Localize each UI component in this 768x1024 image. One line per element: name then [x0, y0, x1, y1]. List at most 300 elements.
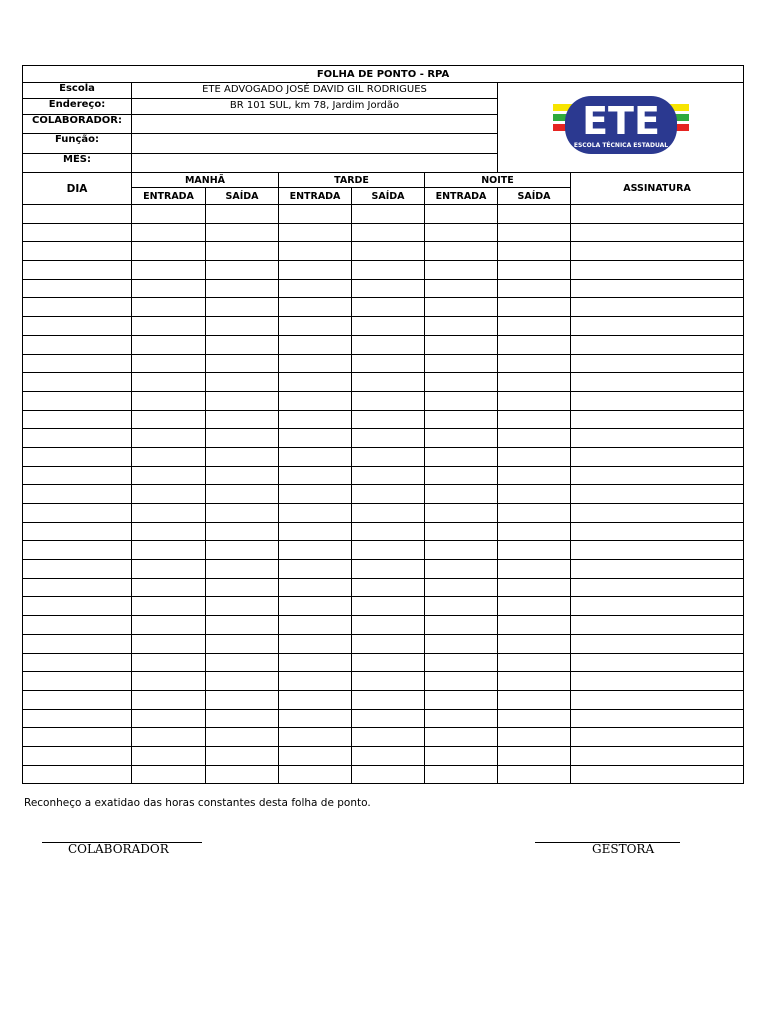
cell-assinatura[interactable]	[571, 429, 744, 448]
col-noite-saida: SAÍDA	[498, 188, 571, 205]
cell-tarde-saida[interactable]	[352, 335, 425, 354]
cell-noite-entrada[interactable]	[425, 672, 498, 691]
cell-manha-entrada[interactable]	[132, 447, 206, 466]
cell-tarde-saida[interactable]	[352, 447, 425, 466]
cell-manha-entrada[interactable]	[132, 672, 206, 691]
cell-noite-saida[interactable]	[498, 205, 571, 224]
cell-manha-entrada[interactable]	[132, 242, 206, 261]
cell-noite-saida[interactable]	[498, 709, 571, 728]
cell-manha-saida[interactable]	[206, 597, 279, 616]
cell-noite-saida[interactable]	[498, 746, 571, 765]
cell-tarde-entrada[interactable]	[279, 597, 352, 616]
col-assinatura: ASSINATURA	[571, 173, 744, 205]
statement-text: Reconheço a exatidao das horas constantes desta folha de ponto.	[24, 797, 371, 809]
cell-tarde-saida[interactable]	[352, 485, 425, 504]
table-row	[23, 242, 744, 261]
cell-manha-saida[interactable]	[206, 709, 279, 728]
table-row	[23, 709, 744, 728]
label-endereco: Endereço:	[23, 99, 132, 115]
timesheet-table	[22, 65, 744, 784]
cell-tarde-entrada[interactable]	[279, 391, 352, 410]
cell-assinatura[interactable]	[571, 410, 744, 429]
cell-noite-saida[interactable]	[498, 447, 571, 466]
cell-dia[interactable]	[23, 504, 132, 523]
cell-manha-entrada[interactable]	[132, 616, 206, 635]
cell-manha-saida[interactable]	[206, 578, 279, 597]
cell-dia[interactable]	[23, 653, 132, 672]
cell-manha-entrada[interactable]	[132, 373, 206, 392]
day-rows	[23, 205, 744, 784]
table-row	[23, 391, 744, 410]
cell-assinatura[interactable]	[571, 373, 744, 392]
cell-assinatura[interactable]	[571, 391, 744, 410]
cell-manha-entrada[interactable]	[132, 223, 206, 242]
cell-manha-entrada[interactable]	[132, 653, 206, 672]
table-row	[23, 597, 744, 616]
cell-noite-saida[interactable]	[498, 653, 571, 672]
cell-tarde-saida[interactable]	[352, 429, 425, 448]
cell-manha-saida[interactable]	[206, 429, 279, 448]
cell-assinatura[interactable]	[571, 317, 744, 336]
cell-noite-entrada[interactable]	[425, 242, 498, 261]
cell-manha-entrada[interactable]	[132, 522, 206, 541]
cell-dia[interactable]	[23, 373, 132, 392]
cell-noite-entrada[interactable]	[425, 765, 498, 784]
cell-manha-saida[interactable]	[206, 746, 279, 765]
cell-manha-saida[interactable]	[206, 653, 279, 672]
cell-manha-saida[interactable]	[206, 279, 279, 298]
cell-manha-saida[interactable]	[206, 205, 279, 224]
table-row	[23, 410, 744, 429]
cell-manha-entrada[interactable]	[132, 597, 206, 616]
cell-tarde-saida[interactable]	[352, 354, 425, 373]
cell-tarde-entrada[interactable]	[279, 447, 352, 466]
col-tarde: TARDE	[279, 173, 425, 188]
cell-tarde-entrada[interactable]	[279, 746, 352, 765]
cell-noite-entrada[interactable]	[425, 653, 498, 672]
table-row	[23, 653, 744, 672]
logo-subtitle: ESCOLA TÉCNICA ESTADUAL	[573, 142, 668, 149]
cell-noite-saida[interactable]	[498, 373, 571, 392]
cell-manha-entrada[interactable]	[132, 317, 206, 336]
cell-assinatura[interactable]	[571, 560, 744, 579]
cell-noite-entrada[interactable]	[425, 410, 498, 429]
table-row	[23, 690, 744, 709]
cell-dia[interactable]	[23, 410, 132, 429]
cell-noite-saida[interactable]	[498, 728, 571, 747]
cell-tarde-entrada[interactable]	[279, 690, 352, 709]
table-row	[23, 205, 744, 224]
cell-dia[interactable]	[23, 205, 132, 224]
cell-tarde-saida[interactable]	[352, 504, 425, 523]
cell-dia[interactable]	[23, 578, 132, 597]
cell-tarde-saida[interactable]	[352, 578, 425, 597]
cell-dia[interactable]	[23, 746, 132, 765]
cell-noite-entrada[interactable]	[425, 298, 498, 317]
col-noite: NOITE	[425, 173, 571, 188]
cell-tarde-saida[interactable]	[352, 653, 425, 672]
cell-dia[interactable]	[23, 223, 132, 242]
cell-noite-entrada[interactable]	[425, 261, 498, 280]
col-noite-entrada: ENTRADA	[425, 188, 498, 205]
cell-manha-entrada[interactable]	[132, 485, 206, 504]
cell-assinatura[interactable]	[571, 653, 744, 672]
cell-tarde-entrada[interactable]	[279, 616, 352, 635]
cell-assinatura[interactable]	[571, 597, 744, 616]
cell-tarde-entrada[interactable]	[279, 466, 352, 485]
cell-manha-saida[interactable]	[206, 223, 279, 242]
cell-noite-saida[interactable]	[498, 354, 571, 373]
cell-tarde-entrada[interactable]	[279, 653, 352, 672]
cell-dia[interactable]	[23, 429, 132, 448]
cell-manha-entrada[interactable]	[132, 709, 206, 728]
cell-manha-saida[interactable]	[206, 242, 279, 261]
table-row	[23, 578, 744, 597]
cell-assinatura[interactable]	[571, 335, 744, 354]
cell-dia[interactable]	[23, 335, 132, 354]
cell-manha-saida[interactable]	[206, 391, 279, 410]
cell-manha-saida[interactable]	[206, 504, 279, 523]
cell-dia[interactable]	[23, 466, 132, 485]
cell-noite-entrada[interactable]	[425, 560, 498, 579]
school-logo	[498, 83, 744, 173]
cell-dia[interactable]	[23, 597, 132, 616]
cell-noite-saida[interactable]	[498, 317, 571, 336]
cell-assinatura[interactable]	[571, 728, 744, 747]
cell-noite-entrada[interactable]	[425, 728, 498, 747]
cell-tarde-entrada[interactable]	[279, 335, 352, 354]
cell-assinatura[interactable]	[571, 205, 744, 224]
cell-noite-saida[interactable]	[498, 578, 571, 597]
cell-manha-saida[interactable]	[206, 410, 279, 429]
value-escola[interactable]: ETE ADVOGADO JOSÉ DAVID GIL RODRIGUES	[132, 83, 498, 99]
cell-noite-saida[interactable]	[498, 242, 571, 261]
cell-manha-saida[interactable]	[206, 616, 279, 635]
cell-noite-entrada[interactable]	[425, 746, 498, 765]
cell-manha-entrada[interactable]	[132, 205, 206, 224]
value-mes[interactable]	[132, 154, 498, 173]
cell-dia[interactable]	[23, 709, 132, 728]
cell-noite-entrada[interactable]	[425, 690, 498, 709]
cell-tarde-saida[interactable]	[352, 205, 425, 224]
cell-tarde-entrada[interactable]	[279, 261, 352, 280]
cell-noite-saida[interactable]	[498, 672, 571, 691]
cell-dia[interactable]	[23, 541, 132, 560]
cell-tarde-saida[interactable]	[352, 560, 425, 579]
cell-noite-saida[interactable]	[498, 485, 571, 504]
cell-manha-entrada[interactable]	[132, 261, 206, 280]
cell-noite-saida[interactable]	[498, 261, 571, 280]
cell-manha-entrada[interactable]	[132, 466, 206, 485]
cell-manha-entrada[interactable]	[132, 410, 206, 429]
cell-tarde-saida[interactable]	[352, 690, 425, 709]
cell-assinatura[interactable]	[571, 485, 744, 504]
cell-manha-entrada[interactable]	[132, 298, 206, 317]
cell-noite-entrada[interactable]	[425, 205, 498, 224]
cell-tarde-entrada[interactable]	[279, 765, 352, 784]
cell-dia[interactable]	[23, 560, 132, 579]
cell-tarde-saida[interactable]	[352, 279, 425, 298]
cell-assinatura[interactable]	[571, 447, 744, 466]
cell-noite-entrada[interactable]	[425, 335, 498, 354]
cell-tarde-entrada[interactable]	[279, 317, 352, 336]
cell-noite-entrada[interactable]	[425, 709, 498, 728]
cell-manha-entrada[interactable]	[132, 634, 206, 653]
cell-tarde-entrada[interactable]	[279, 223, 352, 242]
cell-assinatura[interactable]	[571, 746, 744, 765]
cell-noite-saida[interactable]	[498, 223, 571, 242]
cell-tarde-saida[interactable]	[352, 597, 425, 616]
cell-dia[interactable]	[23, 317, 132, 336]
cell-tarde-saida[interactable]	[352, 541, 425, 560]
cell-noite-entrada[interactable]	[425, 317, 498, 336]
cell-noite-saida[interactable]	[498, 541, 571, 560]
cell-manha-entrada[interactable]	[132, 429, 206, 448]
cell-noite-saida[interactable]	[498, 466, 571, 485]
cell-assinatura[interactable]	[571, 354, 744, 373]
cell-dia[interactable]	[23, 447, 132, 466]
table-row	[23, 466, 744, 485]
cell-manha-entrada[interactable]	[132, 560, 206, 579]
table-row	[23, 373, 744, 392]
cell-noite-entrada[interactable]	[425, 504, 498, 523]
cell-manha-saida[interactable]	[206, 317, 279, 336]
cell-manha-saida[interactable]	[206, 485, 279, 504]
cell-assinatura[interactable]	[571, 541, 744, 560]
cell-manha-entrada[interactable]	[132, 746, 206, 765]
cell-noite-entrada[interactable]	[425, 447, 498, 466]
cell-assinatura[interactable]	[571, 765, 744, 784]
cell-assinatura[interactable]	[571, 672, 744, 691]
cell-noite-saida[interactable]	[498, 616, 571, 635]
logo-text: ETE	[581, 99, 660, 143]
cell-noite-entrada[interactable]	[425, 223, 498, 242]
cell-dia[interactable]	[23, 728, 132, 747]
table-row	[23, 522, 744, 541]
table-row	[23, 317, 744, 336]
value-colaborador[interactable]	[132, 115, 498, 134]
cell-assinatura[interactable]	[571, 223, 744, 242]
cell-manha-saida[interactable]	[206, 728, 279, 747]
cell-manha-entrada[interactable]	[132, 578, 206, 597]
cell-tarde-entrada[interactable]	[279, 541, 352, 560]
cell-manha-saida[interactable]	[206, 690, 279, 709]
table-row	[23, 672, 744, 691]
table-row	[23, 634, 744, 653]
cell-assinatura[interactable]	[571, 578, 744, 597]
cell-dia[interactable]	[23, 354, 132, 373]
cell-noite-entrada[interactable]	[425, 354, 498, 373]
cell-tarde-saida[interactable]	[352, 391, 425, 410]
cell-tarde-saida[interactable]	[352, 261, 425, 280]
cell-tarde-entrada[interactable]	[279, 298, 352, 317]
cell-dia[interactable]	[23, 690, 132, 709]
cell-noite-saida[interactable]	[498, 279, 571, 298]
cell-noite-entrada[interactable]	[425, 466, 498, 485]
cell-assinatura[interactable]	[571, 709, 744, 728]
table-row	[23, 223, 744, 242]
cell-manha-saida[interactable]	[206, 522, 279, 541]
table-row	[23, 298, 744, 317]
cell-noite-entrada[interactable]	[425, 485, 498, 504]
cell-noite-entrada[interactable]	[425, 522, 498, 541]
cell-manha-saida[interactable]	[206, 466, 279, 485]
cell-assinatura[interactable]	[571, 242, 744, 261]
label-colaborador: COLABORADOR:	[23, 115, 132, 134]
cell-assinatura[interactable]	[571, 298, 744, 317]
cell-manha-entrada[interactable]	[132, 690, 206, 709]
cell-noite-entrada[interactable]	[425, 597, 498, 616]
table-row	[23, 541, 744, 560]
cell-dia[interactable]	[23, 522, 132, 541]
cell-tarde-saida[interactable]	[352, 709, 425, 728]
signature-label-colaborador: COLABORADOR	[68, 842, 169, 856]
cell-dia[interactable]	[23, 765, 132, 784]
cell-noite-saida[interactable]	[498, 298, 571, 317]
cell-dia[interactable]	[23, 279, 132, 298]
cell-noite-entrada[interactable]	[425, 279, 498, 298]
cell-tarde-entrada[interactable]	[279, 373, 352, 392]
cell-manha-saida[interactable]	[206, 298, 279, 317]
cell-tarde-entrada[interactable]	[279, 485, 352, 504]
cell-noite-saida[interactable]	[498, 335, 571, 354]
cell-noite-saida[interactable]	[498, 504, 571, 523]
cell-manha-saida[interactable]	[206, 560, 279, 579]
cell-noite-entrada[interactable]	[425, 541, 498, 560]
cell-manha-saida[interactable]	[206, 541, 279, 560]
cell-noite-entrada[interactable]	[425, 373, 498, 392]
cell-manha-saida[interactable]	[206, 335, 279, 354]
cell-dia[interactable]	[23, 672, 132, 691]
cell-manha-entrada[interactable]	[132, 728, 206, 747]
cell-tarde-saida[interactable]	[352, 616, 425, 635]
signature-label-gestora: GESTORA	[592, 842, 655, 856]
cell-tarde-entrada[interactable]	[279, 560, 352, 579]
cell-manha-saida[interactable]	[206, 447, 279, 466]
cell-manha-entrada[interactable]	[132, 541, 206, 560]
cell-tarde-saida[interactable]	[352, 373, 425, 392]
table-row	[23, 335, 744, 354]
table-row	[23, 429, 744, 448]
cell-tarde-saida[interactable]	[352, 746, 425, 765]
cell-noite-saida[interactable]	[498, 634, 571, 653]
cell-tarde-saida[interactable]	[352, 522, 425, 541]
cell-noite-entrada[interactable]	[425, 634, 498, 653]
cell-manha-entrada[interactable]	[132, 335, 206, 354]
cell-manha-entrada[interactable]	[132, 765, 206, 784]
table-row	[23, 261, 744, 280]
cell-tarde-entrada[interactable]	[279, 672, 352, 691]
cell-tarde-saida[interactable]	[352, 242, 425, 261]
cell-noite-entrada[interactable]	[425, 578, 498, 597]
cell-tarde-entrada[interactable]	[279, 429, 352, 448]
col-manha-saida: SAÍDA	[206, 188, 279, 205]
cell-tarde-entrada[interactable]	[279, 205, 352, 224]
cell-noite-entrada[interactable]	[425, 391, 498, 410]
ete-logo-icon	[551, 94, 691, 158]
cell-manha-saida[interactable]	[206, 261, 279, 280]
cell-assinatura[interactable]	[571, 522, 744, 541]
cell-manha-entrada[interactable]	[132, 354, 206, 373]
cell-assinatura[interactable]	[571, 466, 744, 485]
cell-tarde-entrada[interactable]	[279, 634, 352, 653]
cell-assinatura[interactable]	[571, 616, 744, 635]
cell-assinatura[interactable]	[571, 279, 744, 298]
cell-manha-saida[interactable]	[206, 765, 279, 784]
cell-dia[interactable]	[23, 616, 132, 635]
cell-dia[interactable]	[23, 242, 132, 261]
cell-dia[interactable]	[23, 261, 132, 280]
cell-noite-saida[interactable]	[498, 410, 571, 429]
cell-noite-saida[interactable]	[498, 597, 571, 616]
cell-tarde-saida[interactable]	[352, 672, 425, 691]
cell-tarde-entrada[interactable]	[279, 410, 352, 429]
cell-manha-saida[interactable]	[206, 354, 279, 373]
cell-dia[interactable]	[23, 634, 132, 653]
cell-dia[interactable]	[23, 298, 132, 317]
cell-manha-saida[interactable]	[206, 672, 279, 691]
cell-manha-saida[interactable]	[206, 373, 279, 392]
col-dia: DIA	[23, 173, 132, 205]
cell-tarde-entrada[interactable]	[279, 728, 352, 747]
cell-assinatura[interactable]	[571, 261, 744, 280]
cell-noite-saida[interactable]	[498, 765, 571, 784]
table-row	[23, 485, 744, 504]
cell-tarde-entrada[interactable]	[279, 522, 352, 541]
cell-noite-entrada[interactable]	[425, 616, 498, 635]
value-funcao[interactable]	[132, 134, 498, 154]
cell-dia[interactable]	[23, 485, 132, 504]
col-tarde-entrada: ENTRADA	[279, 188, 352, 205]
cell-tarde-saida[interactable]	[352, 223, 425, 242]
cell-noite-saida[interactable]	[498, 522, 571, 541]
cell-assinatura[interactable]	[571, 634, 744, 653]
cell-dia[interactable]	[23, 391, 132, 410]
cell-manha-entrada[interactable]	[132, 391, 206, 410]
cell-tarde-entrada[interactable]	[279, 242, 352, 261]
cell-manha-entrada[interactable]	[132, 279, 206, 298]
cell-noite-entrada[interactable]	[425, 429, 498, 448]
table-row	[23, 447, 744, 466]
cell-tarde-saida[interactable]	[352, 317, 425, 336]
sheet-title: FOLHA DE PONTO - RPA	[23, 66, 744, 83]
label-mes: MÊS:	[23, 154, 132, 173]
cell-tarde-entrada[interactable]	[279, 354, 352, 373]
cell-manha-saida[interactable]	[206, 634, 279, 653]
cell-assinatura[interactable]	[571, 504, 744, 523]
table-row	[23, 765, 744, 784]
cell-tarde-saida[interactable]	[352, 298, 425, 317]
cell-tarde-entrada[interactable]	[279, 504, 352, 523]
cell-tarde-saida[interactable]	[352, 634, 425, 653]
cell-assinatura[interactable]	[571, 690, 744, 709]
cell-manha-entrada[interactable]	[132, 504, 206, 523]
cell-tarde-entrada[interactable]	[279, 709, 352, 728]
table-row	[23, 504, 744, 523]
col-tarde-saida: SAÍDA	[352, 188, 425, 205]
cell-tarde-entrada[interactable]	[279, 279, 352, 298]
value-endereco[interactable]: BR 101 SUL, km 78, Jardim Jordão	[132, 99, 498, 115]
cell-noite-saida[interactable]	[498, 429, 571, 448]
cell-noite-saida[interactable]	[498, 391, 571, 410]
cell-noite-saida[interactable]	[498, 690, 571, 709]
cell-tarde-entrada[interactable]	[279, 578, 352, 597]
cell-tarde-saida[interactable]	[352, 765, 425, 784]
cell-tarde-saida[interactable]	[352, 466, 425, 485]
cell-tarde-saida[interactable]	[352, 728, 425, 747]
cell-noite-saida[interactable]	[498, 560, 571, 579]
cell-tarde-saida[interactable]	[352, 410, 425, 429]
